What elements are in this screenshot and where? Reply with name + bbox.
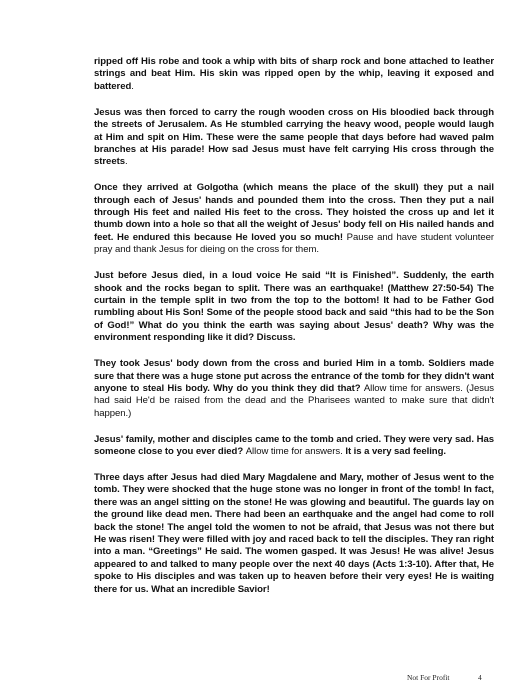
text-run: They took Jesus' body down from the cross and buried Him in a tomb. Soldiers made sure that there was a huge stone put across the entrance of the tomb for they didn't want anyone to steal His body. Why do you think they did that? <box>94 358 494 394</box>
text-run: Pause and have student volunteer pray and thank Jesus for dieing on the cross for them. <box>94 231 494 256</box>
text-run: Allow time for answers. (Jesus had said He'd be raised from the dead and the Pharisees wanted to make sure that didn't happen.) <box>94 382 494 419</box>
paragraph-2 <box>94 107 494 169</box>
text-run: Once they arrived at Golgotha (which means the place of the skull) they put a nail through each of Jesus' hands and pounded them into the cross. Then they put a nail through His feet and nailed His feet to the cross. They hoisted the cross up and let it thumb down into a hole so that all the weight of Jesus' body fell on His nailed hands and feet. He endured this because He loved you so much! <box>94 182 494 243</box>
document-body <box>94 56 494 610</box>
text-run: It is a very sad feeling. <box>345 446 446 458</box>
text-run: Jesus was then forced to carry the rough wooden cross on His bloodied back through the streets of Jerusalem. As He stumbled carrying the heavy wood, people would laugh at Him and spit on Him. These were the same people that days before had waved palm branches at His parade! How sad Jesus must have felt carrying His cross through the streets <box>94 106 494 168</box>
text-run: Just before Jesus died, in a loud voice He said “It is Finished”. Suddenly, the earth shook and the rocks began to split. There was an earthquake! (Matthew 27:50-54) The curtain in the temple split in two from the top to the bottom! It had to be Father God rumbling about His Son! Some of the people stood back and said “this had to be the Son of God!” What do you think the earth was saying about Jesus' death? Why was the environment responding like it did? Discuss. <box>94 270 494 344</box>
text-run: Allow time for answers. <box>245 446 346 458</box>
paragraph-1 <box>94 56 494 93</box>
paragraph-3 <box>94 182 494 256</box>
paragraph-4 <box>94 270 494 344</box>
text-run: Jesus' family, mother and disciples came to the tomb and cried. They were very sad. Has someone close to you ever died? <box>94 433 494 458</box>
text-run: . <box>131 80 134 92</box>
page-number: 4 <box>478 673 482 682</box>
paragraph-7 <box>94 472 494 596</box>
paragraph-5 <box>94 358 494 420</box>
paragraph-6 <box>94 434 494 459</box>
footer-label: Not For Profit <box>407 673 450 682</box>
text-run: . <box>124 156 128 168</box>
text-run: ripped off His robe and took a whip with bits of sharp rock and bone attached to leather strings and beat Him. His skin was ripped open by the whip, leaving it exposed and battered <box>94 56 494 92</box>
text-run: Three days after Jesus had died Mary Magdalene and Mary, mother of Jesus went to the tomb. They were shocked that the huge stone was no longer in front of the tomb! In fact, there was an angel sitting on the stone! He was glowing and beautiful. The guards lay on the ground like dead men. There had been an earthquake and the angel had come to roll back the stone! The angel told the women to not be afraid, that Jesus was not there but He was risen! They were filled with joy and raced back to tell the disciples. They ran right into a man. “Greetings” He said. The women gasped. It was Jesus! He was alive! Jesus appeared to and talked to many people over the next 40 days (Acts 1:3-10). After that, He spoke to His disciples and was taken up to heaven before their very eyes! He is waiting there for us. What an incredible Savior! <box>94 471 494 595</box>
page-footer <box>407 673 482 682</box>
